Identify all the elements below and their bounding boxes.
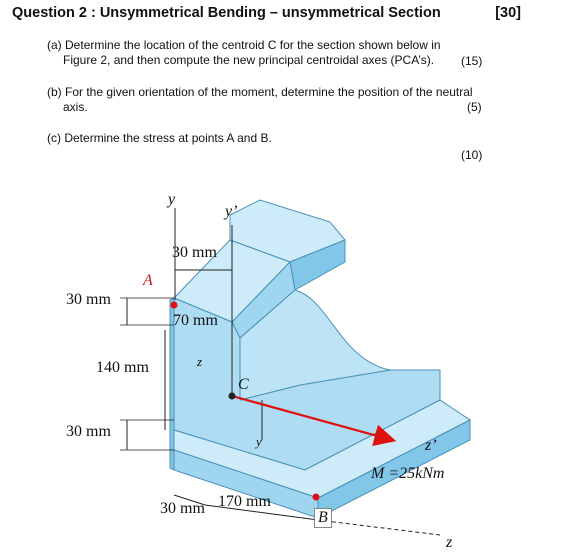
label-dim-70: 70 mm bbox=[173, 312, 218, 329]
part-b-marks: (5) bbox=[467, 100, 482, 114]
part-c-line1: Determine the stress at points A and B. bbox=[64, 131, 272, 145]
label-dim-170: 170 mm bbox=[218, 493, 271, 510]
label-dim-30-left-bottom: 30 mm bbox=[66, 423, 111, 440]
part-a-line1: Determine the location of the centroid C for the section shown below in bbox=[65, 38, 441, 52]
part-c-marks: (10) bbox=[461, 148, 483, 162]
question-title: Question 2 : Unsymmetrical Bending – unsymmetrical Section bbox=[12, 5, 441, 21]
total-marks: [30] bbox=[495, 5, 521, 21]
label-y: y bbox=[168, 191, 176, 208]
label-z-bar: z bbox=[197, 354, 203, 369]
label-dim-140: 140 mm bbox=[96, 359, 149, 376]
label-point-b: B bbox=[314, 508, 332, 528]
part-b-line2: axis. bbox=[63, 100, 88, 114]
part-b-label: (b) bbox=[47, 85, 62, 99]
part-a-marks: (15) bbox=[461, 54, 483, 68]
centroid-marker bbox=[229, 393, 236, 400]
label-z-prime: z’ bbox=[425, 437, 437, 454]
part-a-label: (a) bbox=[47, 38, 62, 52]
label-point-a: A bbox=[143, 272, 153, 289]
label-moment: M =25kNm bbox=[371, 465, 445, 482]
part-b-line1: For the given orientation of the moment, determine the position of the neutral bbox=[65, 85, 473, 99]
point-a-marker bbox=[171, 302, 178, 309]
part-c-label: (c) bbox=[47, 131, 61, 145]
point-b-marker bbox=[313, 494, 320, 501]
label-dim-30-left-top: 30 mm bbox=[66, 291, 111, 308]
label-y-bar: y bbox=[256, 434, 262, 449]
z-axis bbox=[318, 520, 440, 535]
label-centroid: C bbox=[238, 376, 249, 393]
part-a-line2: Figure 2, and then compute the new principal centroidal axes (PCA’s). bbox=[63, 53, 435, 67]
label-dim-30-bottom: 30 mm bbox=[160, 500, 205, 517]
label-z: z bbox=[446, 534, 453, 551]
label-y-prime: y’ bbox=[225, 203, 238, 220]
label-dim-30-top: 30 mm bbox=[172, 244, 217, 261]
